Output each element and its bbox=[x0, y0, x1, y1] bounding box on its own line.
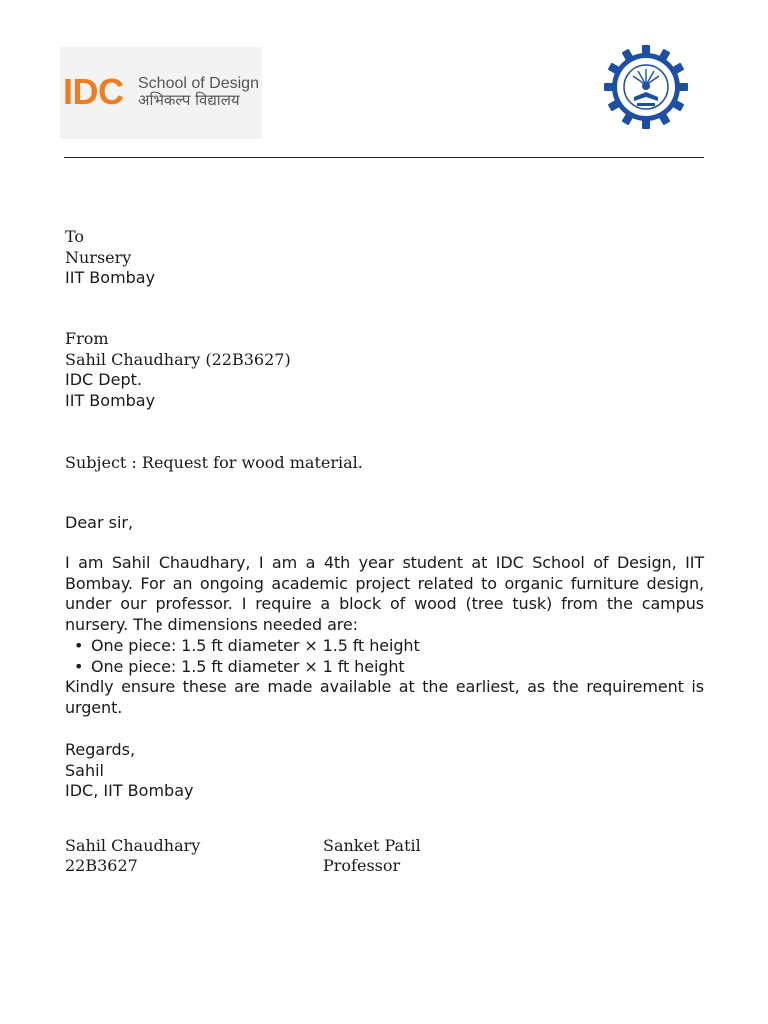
iit-bombay-seal-icon bbox=[604, 45, 688, 129]
regards-org: IDC, IIT Bombay bbox=[65, 781, 194, 800]
regards-name: Sahil bbox=[65, 760, 104, 780]
sender-institute: IIT Bombay bbox=[65, 390, 156, 410]
student-roll-number: 22B3627 bbox=[65, 856, 138, 875]
from-label: From bbox=[65, 329, 109, 348]
letter-body bbox=[65, 553, 704, 719]
logo-name-hindi: अभिकल्प विद्यालय bbox=[138, 91, 240, 109]
professor-signature-block bbox=[323, 836, 421, 876]
recipient-block bbox=[65, 227, 155, 289]
salutation-block bbox=[65, 513, 133, 534]
list-item: • One piece: 1.5 ft diameter × 1.5 ft height bbox=[91, 636, 704, 657]
sender-name: Sahil Chaudhary (22B3627) bbox=[65, 349, 291, 369]
student-signature-block bbox=[65, 836, 200, 876]
professor-signature-name: Sanket Patil bbox=[323, 836, 421, 855]
body-paragraph: I am Sahil Chaudhary, I am a 4th year student at IDC School of Design, IIT Bombay. For an ongoing academic project related to organic furniture design, under our professor. I require a block of wood (tree tusk) from the campus nursery. The dimensions needed are: bbox=[65, 553, 704, 635]
sender-block bbox=[65, 329, 291, 411]
salutation: Dear sir, bbox=[65, 513, 134, 532]
sender-dept: IDC Dept. bbox=[65, 370, 142, 389]
body-closing: Kindly ensure these are made available at the earliest, as the requirement is urgent. bbox=[65, 677, 704, 717]
logo-name-english: School of Design bbox=[138, 75, 259, 92]
list-item: • One piece: 1.5 ft diameter × 1 ft height bbox=[91, 657, 704, 678]
regards-block bbox=[65, 740, 193, 802]
professor-title: Professor bbox=[323, 856, 401, 875]
regards-label: Regards, bbox=[65, 740, 136, 759]
header-divider bbox=[64, 157, 704, 158]
recipient-line-1: Nursery bbox=[65, 247, 132, 267]
student-signature-name: Sahil Chaudhary bbox=[65, 836, 201, 855]
to-label: To bbox=[65, 227, 85, 246]
recipient-line-2: IIT Bombay bbox=[65, 268, 156, 287]
dimension-list bbox=[65, 636, 704, 677]
idc-logo bbox=[60, 47, 262, 139]
logo-abbreviation: IDC bbox=[63, 71, 124, 112]
subject-block bbox=[65, 453, 363, 474]
subject-line: Subject : Request for wood material. bbox=[65, 453, 363, 472]
